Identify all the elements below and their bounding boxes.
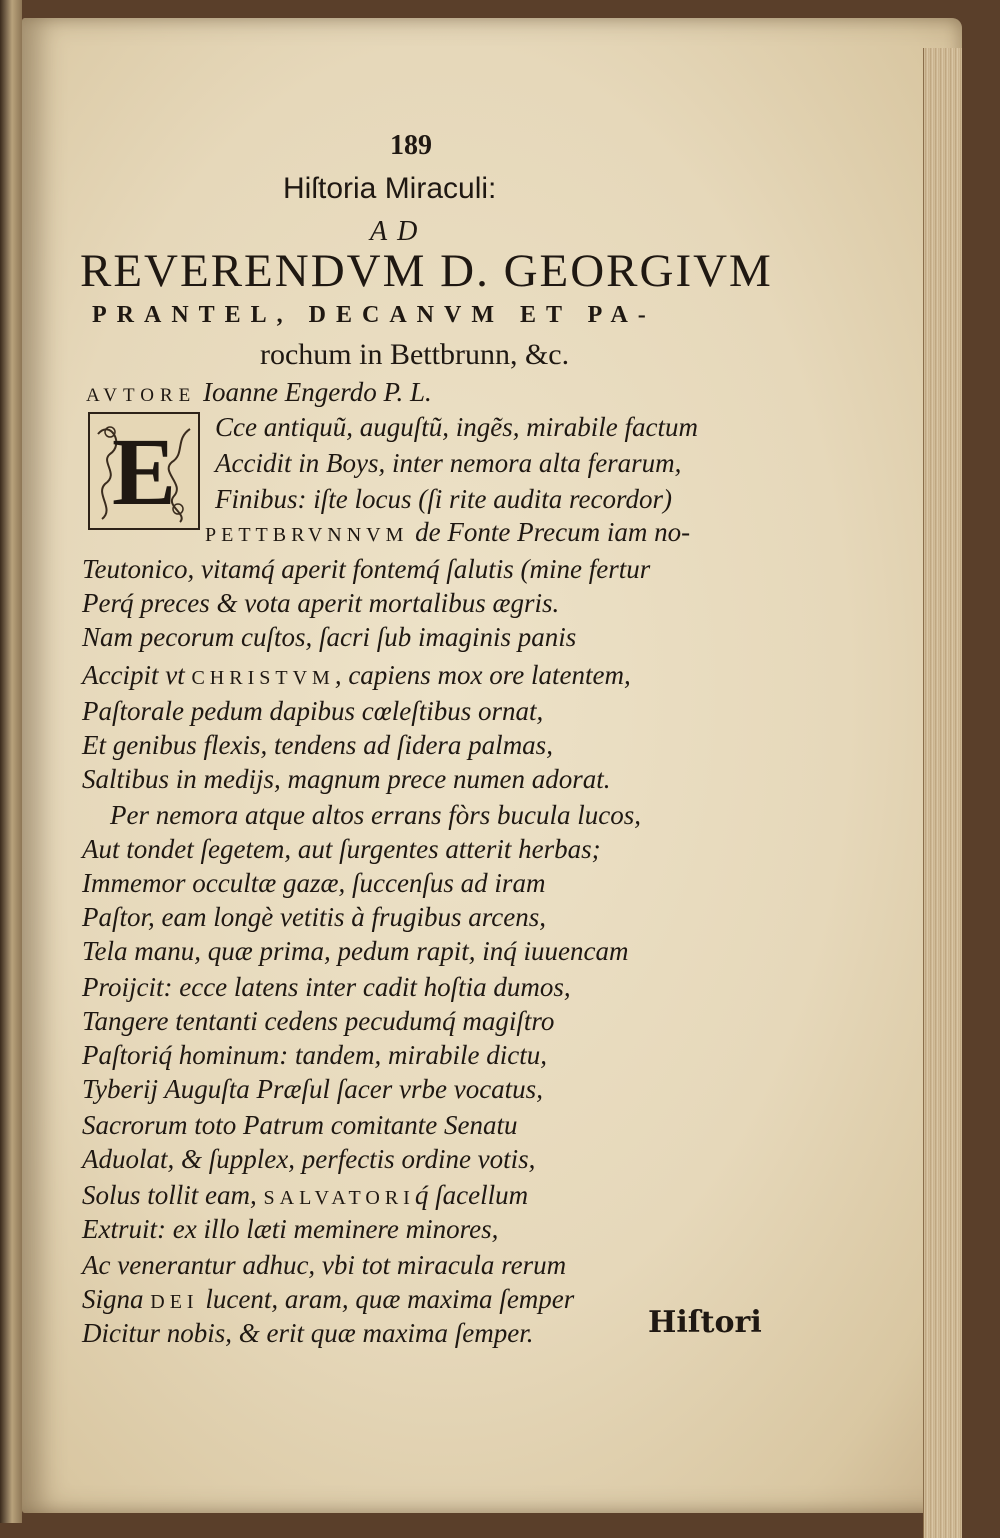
verse-line [215, 448, 681, 479]
verse-text: Dicitur nobis, & erit quæ maxima ſemper. [82, 1318, 534, 1348]
page-number: 189 [390, 130, 432, 161]
verse-line [82, 936, 629, 967]
verse-text: Nam pecorum cuſtos, ſacri ſub imaginis panis [82, 622, 577, 652]
verse-line [82, 1006, 554, 1037]
verse-text: Et genibus flexis, tendens ad ſidera palmas, [82, 730, 553, 760]
verse-line [82, 660, 631, 691]
verse-text: Tela manu, quæ prima, pedum rapit, inq́ iuuencam [82, 936, 629, 966]
verse-text: Saltibus in medijs, magnum prece numen adorat. [82, 764, 611, 794]
verse-line [82, 1318, 533, 1349]
decorated-initial [88, 412, 200, 530]
verse-smallcaps: DEI [150, 1291, 199, 1313]
verse-text: Per nemora atque altos errans fòrs bucula lucos, [110, 800, 641, 830]
title-line-5: rochum in Bettbrunn, &c. [260, 338, 570, 371]
verse-text: Sacrorum toto Patrum comitante Senatu [82, 1110, 518, 1140]
verse-text: Immemor occultæ gazæ, ſuccenſus ad iram [82, 868, 546, 898]
verse-text-cont: lucent, aram, quæ maxima ſemper [198, 1284, 575, 1314]
verse-line [82, 834, 601, 865]
verse-text: Signa [82, 1284, 151, 1314]
verse-smallcaps: CHRISTVM [191, 667, 335, 689]
verse-smallcaps: PETTBRVNNVM [205, 524, 409, 546]
verse-line [82, 1110, 517, 1141]
verse-text: Solus tollit eam, [82, 1180, 264, 1210]
verse-line [82, 622, 576, 653]
verse-line [82, 1214, 498, 1245]
author-prefix: AVTORE [86, 385, 197, 406]
verse-text: Paſtoriq́ hominum: tandem, mirabile dictu, [82, 1040, 547, 1070]
title-line-1: Hiſtoria Miraculi: [283, 172, 497, 205]
verse-line [215, 484, 672, 515]
verse-line [82, 972, 571, 1003]
author-line [86, 377, 432, 408]
verse-line [82, 730, 553, 761]
verse-text: Accidit in Boys, inter nemora alta ferarum, [215, 448, 682, 478]
verse-line [82, 902, 546, 933]
verse-line [82, 1074, 543, 1105]
title-line-4: PRANTEL, DECANVM ET PA- [92, 302, 656, 328]
verse-line [82, 868, 545, 899]
verse-line [110, 800, 641, 831]
verse-text-cont: de Fonte Precum iam no- [408, 517, 691, 547]
verse-text: Extruit: ex illo læti meminere minores, [82, 1214, 499, 1244]
verse-text: Cce antiquũ, auguſtũ, ingẽs, mirabile factum [215, 412, 698, 442]
verse-line [82, 1284, 574, 1315]
left-page-edge [0, 0, 22, 1523]
verse-text: Proijcit: ecce latens inter cadit hoſtia dumos, [82, 972, 571, 1002]
verse-text: Perq́ preces & vota aperit mortalibus ægris. [82, 588, 560, 618]
verse-text: Aut tondet ſegetem, aut ſurgentes atterit herbas; [82, 834, 601, 864]
verse-line [82, 1180, 528, 1211]
author-name: Ioanne Engerdo P. L. [203, 377, 432, 407]
verse-text: Teutonico, vitamq́ aperit fontemq́ ſalutis (mine fertur [82, 554, 651, 584]
title-line-2: AD [370, 216, 428, 247]
title-line-3: REVERENDVM D. GEORGIVM [80, 245, 773, 297]
verse-line [82, 588, 559, 619]
catchword: Hiſtori [648, 1305, 762, 1340]
initial-letter: E [111, 417, 177, 525]
page-fore-edge [923, 48, 962, 1538]
verse-line [82, 764, 610, 795]
verse-text: Tangere tentanti cedens pecudumq́ magiſtro [82, 1006, 555, 1036]
verse-text-cont: , capiens mox ore latentem, [334, 660, 631, 690]
verse-text-cont: q́ ſacellum [414, 1180, 529, 1210]
verse-line [205, 517, 690, 548]
verse-line [82, 554, 650, 585]
verse-text: Ac venerantur adhuc, vbi tot miracula rerum [82, 1250, 567, 1280]
verse-text: Paſtor, eam longè vetitis à frugibus arcens, [82, 902, 546, 932]
verse-text: Aduolat, & ſupplex, perfectis ordine votis, [82, 1144, 536, 1174]
verse-line [215, 412, 698, 443]
verse-line [82, 1144, 535, 1175]
verse-line [82, 1250, 566, 1281]
verse-text: Tyberij Auguſta Præſul ſacer vrbe vocatus, [82, 1074, 543, 1104]
verse-line [82, 696, 543, 727]
verse-text: Accipit vt [82, 660, 192, 690]
verse-text: Paſtorale pedum dapibus cœleſtibus ornat, [82, 696, 544, 726]
verse-text: Finibus: iſte locus (ſi rite audita recordor) [215, 484, 672, 514]
verse-line [82, 1040, 547, 1071]
verse-smallcaps: SALVATORI [263, 1187, 415, 1209]
